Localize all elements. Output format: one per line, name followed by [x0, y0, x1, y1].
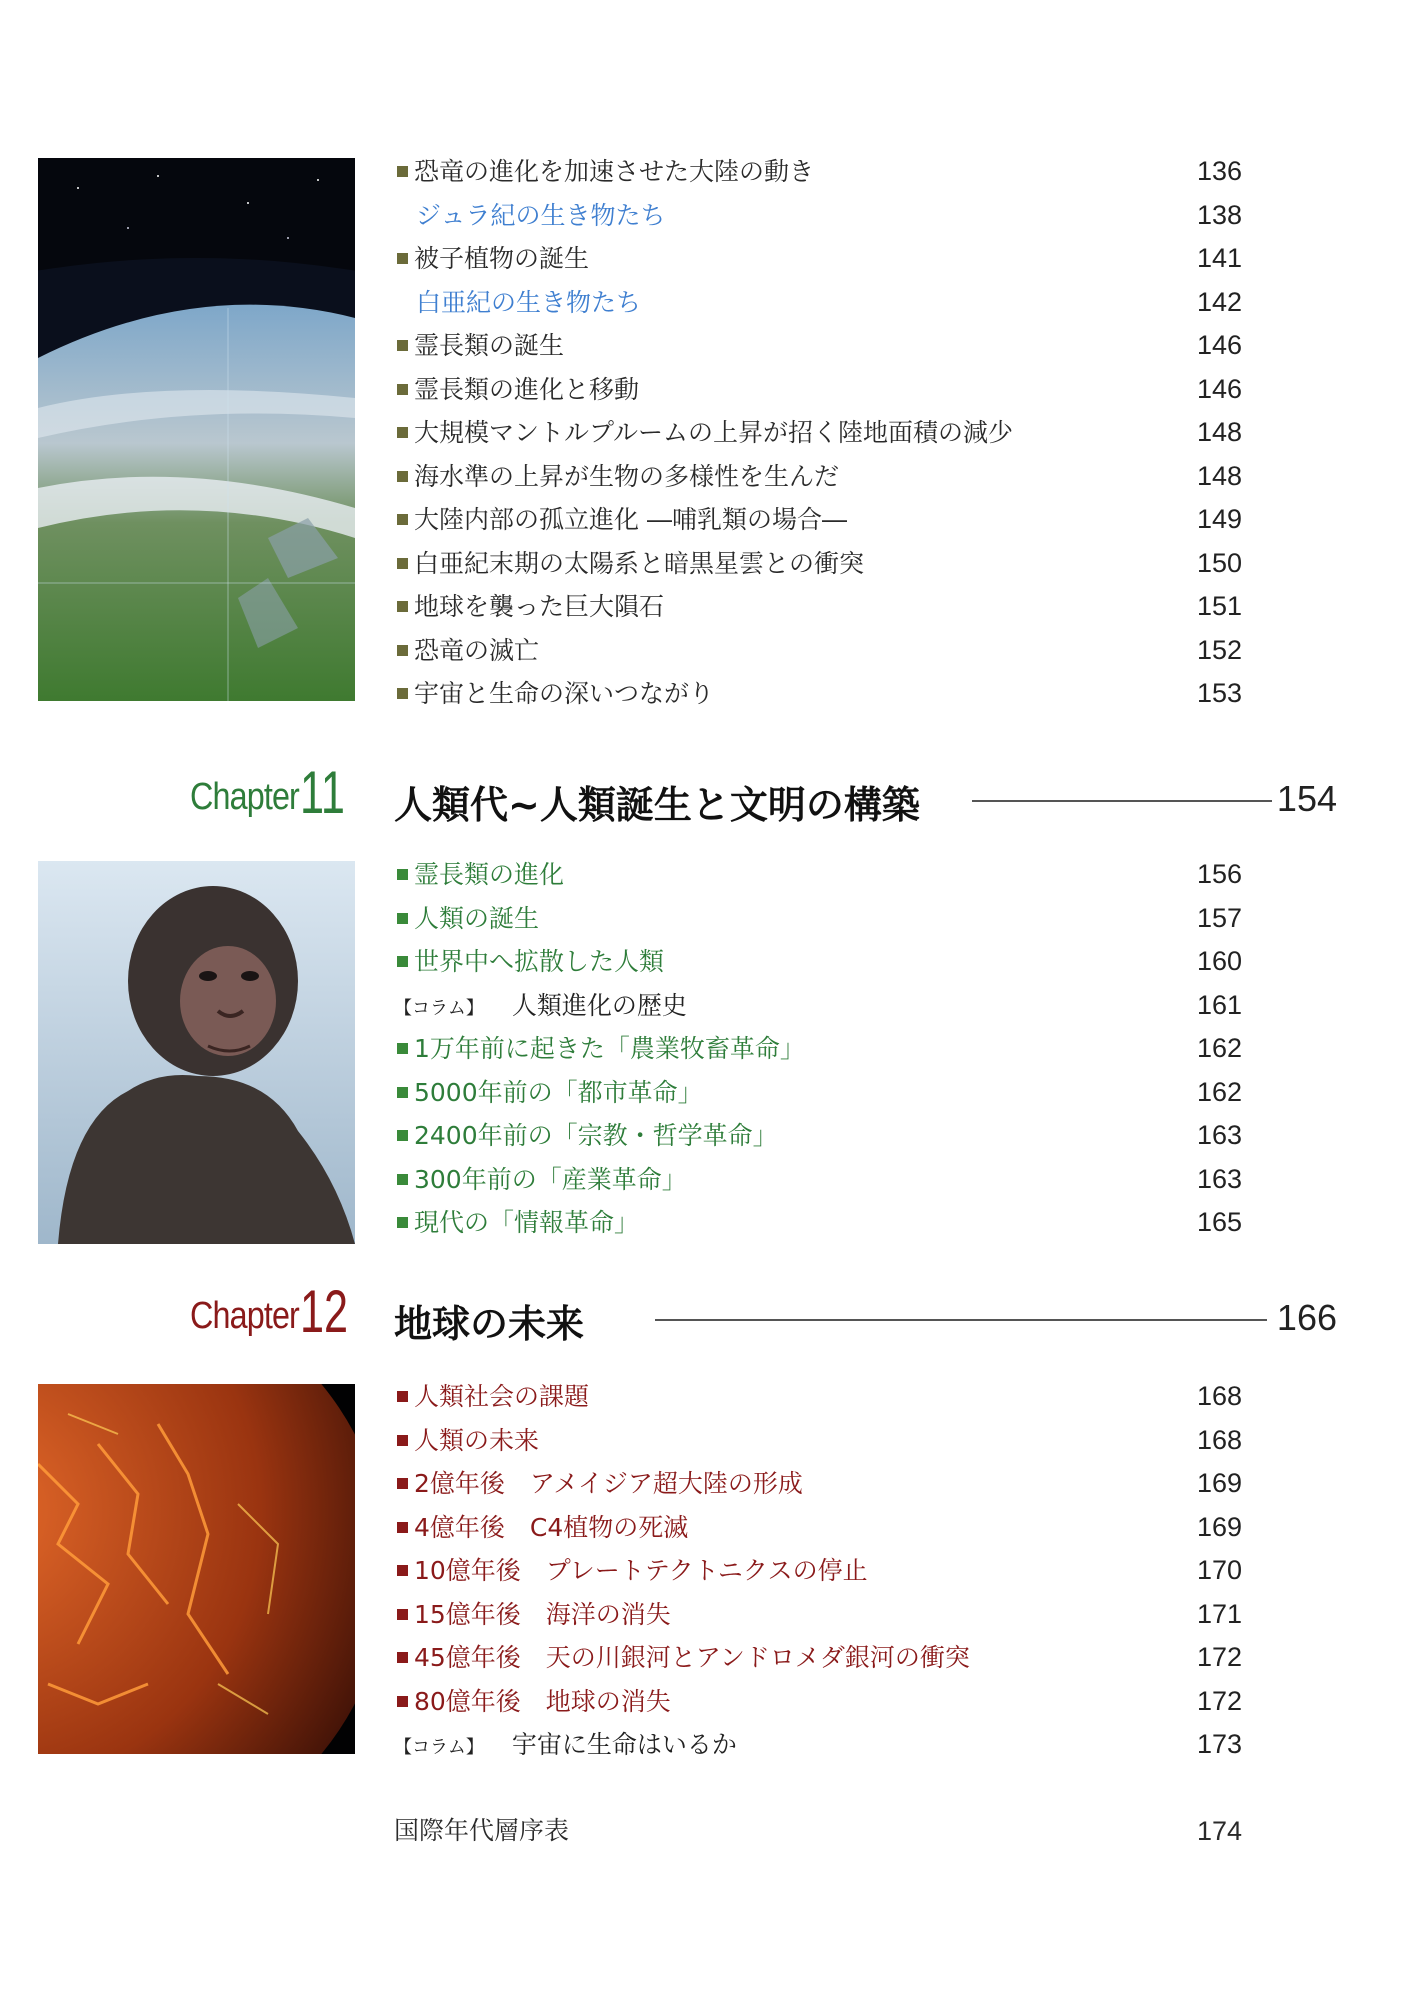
- toc-entry-label: 5000年前の「都市革命」: [414, 1077, 703, 1107]
- toc-entry-label: 霊長類の進化と移動: [414, 374, 640, 404]
- chapter12-word: Chapter: [190, 1295, 299, 1337]
- square-bullet-icon: [397, 166, 408, 177]
- square-bullet-icon: [397, 1087, 408, 1098]
- toc-entry[interactable]: [394, 1158, 1242, 1202]
- chapter11-word: Chapter: [190, 776, 299, 818]
- toc-entry-page: 146: [1196, 330, 1242, 360]
- toc-entry[interactable]: [394, 368, 1242, 412]
- square-bullet-icon: [397, 1174, 408, 1185]
- toc-entry-page: 163: [1196, 1163, 1242, 1194]
- toc-entry-page: 171: [1196, 1598, 1242, 1629]
- toc-entry[interactable]: [394, 1680, 1242, 1724]
- square-bullet-icon: [397, 1391, 408, 1402]
- toc-entry-label: 大陸内部の孤立進化 ―哺乳類の場合―: [414, 505, 847, 534]
- toc-entry-label: 45億年後 天の川銀河とアンドロメダ銀河の衝突: [414, 1643, 970, 1672]
- square-bullet-icon: [397, 558, 408, 569]
- column-tag: 【コラム】: [394, 997, 484, 1019]
- square-bullet-icon: [397, 869, 408, 880]
- earth-orbit-illustration: [38, 158, 355, 701]
- chapter11-header: [0, 759, 1417, 838]
- appendix-page: 174: [1196, 1816, 1242, 1846]
- toc-entry-label: 世界中へ拡散した人類: [414, 947, 665, 976]
- square-bullet-icon: [397, 601, 408, 612]
- toc-entry-page: 168: [1196, 1381, 1242, 1411]
- toc-entry[interactable]: [394, 455, 1242, 499]
- toc-entry[interactable]: [394, 672, 1242, 716]
- chapter12-list: [394, 1375, 1242, 1767]
- toc-entry[interactable]: [394, 1462, 1242, 1506]
- toc-entry-page: 161: [1196, 989, 1242, 1020]
- toc-entry-label: 被子植物の誕生: [414, 244, 590, 273]
- toc-entry-label: 海水準の上昇が生物の多様性を生んだ: [414, 461, 840, 491]
- toc-entry-page: 148: [1196, 460, 1242, 491]
- toc-entry[interactable]: [394, 281, 1242, 325]
- toc-entry[interactable]: [394, 150, 1242, 194]
- toc-entry-page: 165: [1196, 1207, 1242, 1237]
- appendix-label: 国際年代層序表: [394, 1816, 570, 1845]
- toc-entry-page: 150: [1196, 547, 1242, 578]
- toc-entry[interactable]: [394, 1027, 1242, 1071]
- toc-entry-label: 白亜紀末期の太陽系と暗黒星雲との衝突: [414, 548, 865, 578]
- toc-entry[interactable]: [394, 1593, 1242, 1637]
- square-bullet-icon: [397, 1696, 408, 1707]
- square-bullet-icon: [397, 1522, 408, 1533]
- toc-entry-label: 4億年後 C4植物の死滅: [414, 1512, 689, 1542]
- toc-entry-page: 163: [1196, 1120, 1242, 1150]
- toc-entry[interactable]: [394, 1071, 1242, 1115]
- toc-entry-page: 172: [1196, 1685, 1242, 1716]
- chapter11-number: 11: [300, 759, 345, 826]
- square-bullet-icon: [397, 1652, 408, 1663]
- primate-illustration: [38, 861, 355, 1244]
- toc-entry[interactable]: [394, 1549, 1242, 1593]
- toc-entry[interactable]: [394, 1636, 1242, 1680]
- toc-entry[interactable]: [394, 940, 1242, 984]
- toc-entry[interactable]: [394, 629, 1242, 673]
- toc-entry-label: 白亜紀の生き物たち: [416, 287, 642, 317]
- toc-entry-page: 170: [1196, 1555, 1242, 1585]
- toc-entry-page: 136: [1196, 156, 1242, 186]
- chapter11-page: 154: [1276, 778, 1337, 819]
- toc-entry-page: 162: [1196, 1076, 1242, 1107]
- toc-entry[interactable]: [394, 498, 1242, 542]
- chapter12-title: 地球の未来: [394, 1302, 585, 1346]
- toc-entry-page: 172: [1196, 1642, 1242, 1672]
- appendix-row[interactable]: [394, 1809, 1242, 1853]
- toc-entry[interactable]: [394, 194, 1242, 238]
- toc-entry-label: 80億年後 地球の消失: [414, 1686, 671, 1716]
- toc-entry-label: 大規模マントルプルームの上昇が招く陸地面積の減少: [414, 418, 1014, 447]
- square-bullet-icon: [397, 1217, 408, 1228]
- toc-entry-label: 現代の「情報革命」: [414, 1208, 640, 1237]
- toc-entry[interactable]: [394, 1114, 1242, 1158]
- toc-entry-label: 霊長類の誕生: [414, 331, 565, 360]
- toc-entry[interactable]: [394, 542, 1242, 586]
- square-bullet-icon: [397, 913, 408, 924]
- chapter12-rule: [655, 1319, 1267, 1321]
- toc-entry-page: 149: [1196, 504, 1242, 534]
- toc-entry-label: 1万年前に起きた「農業牧畜革命」: [414, 1034, 805, 1063]
- toc-entry-label: 地球を襲った巨大隕石: [414, 592, 665, 621]
- toc-entry-page: 160: [1196, 946, 1242, 976]
- toc-entry-label: 人類の未来: [414, 1425, 540, 1455]
- toc-entry-label: 霊長類の進化: [414, 860, 565, 889]
- toc-entry[interactable]: [394, 984, 1242, 1028]
- toc-entry-page: 142: [1196, 286, 1242, 317]
- toc-entry-page: 141: [1196, 243, 1242, 273]
- square-bullet-icon: [397, 384, 408, 395]
- toc-entry-page: 162: [1196, 1033, 1242, 1063]
- toc-entry[interactable]: [394, 1723, 1242, 1767]
- toc-entry-label: 人類進化の歴史: [511, 990, 687, 1020]
- toc-entry-label: 15億年後 海洋の消失: [414, 1599, 671, 1629]
- square-bullet-icon: [397, 956, 408, 967]
- toc-entry[interactable]: [394, 324, 1242, 368]
- toc-entry-label: 恐竜の進化を加速させた大陸の動き: [414, 157, 815, 186]
- toc-entry-page: 169: [1196, 1468, 1242, 1498]
- column-tag: 【コラム】: [394, 1737, 484, 1758]
- toc-entry-page: 156: [1196, 859, 1242, 889]
- toc-entry[interactable]: [394, 1506, 1242, 1550]
- toc-entry[interactable]: [394, 237, 1242, 281]
- toc-entry-page: 152: [1196, 634, 1242, 665]
- toc-entry-page: 168: [1196, 1424, 1242, 1455]
- square-bullet-icon: [397, 514, 408, 525]
- chapter12-page: 166: [1276, 1297, 1337, 1338]
- toc-entry-label: ジュラ紀の生き物たち: [416, 200, 666, 230]
- toc-entry-page: 169: [1196, 1511, 1242, 1542]
- toc-entry-label: 人類社会の課題: [414, 1382, 590, 1411]
- square-bullet-icon: [397, 1130, 408, 1141]
- chapter11-rule: [972, 800, 1272, 802]
- toc-entry[interactable]: [394, 585, 1242, 629]
- toc-entry-label: 2400年前の「宗教・哲学革命」: [414, 1121, 778, 1150]
- toc-entry[interactable]: [394, 1201, 1242, 1245]
- molten-planet-illustration: [38, 1384, 355, 1754]
- toc-entry-label: 恐竜の滅亡: [414, 635, 540, 665]
- square-bullet-icon: [397, 688, 408, 699]
- toc-entry-label: 2億年後 アメイジア超大陸の形成: [414, 1469, 803, 1498]
- square-bullet-icon: [397, 1565, 408, 1576]
- chapter12-header: [0, 1278, 1417, 1357]
- toc-entry-label: 人類の誕生: [414, 903, 540, 933]
- toc-entry-page: 148: [1196, 417, 1242, 447]
- toc-entry-page: 151: [1196, 591, 1242, 621]
- square-bullet-icon: [397, 427, 408, 438]
- toc-entry[interactable]: [394, 897, 1242, 941]
- toc-entry[interactable]: [394, 853, 1242, 897]
- square-bullet-icon: [397, 1478, 408, 1489]
- square-bullet-icon: [397, 253, 408, 264]
- toc-entry-label: 宇宙と生命の深いつながり: [414, 679, 715, 708]
- square-bullet-icon: [397, 1609, 408, 1620]
- toc-entry-page: 157: [1196, 902, 1242, 933]
- square-bullet-icon: [397, 340, 408, 351]
- square-bullet-icon: [397, 471, 408, 482]
- chapter11-list: [394, 853, 1242, 1245]
- chapter12-number: 12: [300, 1278, 349, 1345]
- toc-entry[interactable]: [394, 1419, 1242, 1463]
- toc-entry-page: 146: [1196, 373, 1242, 404]
- toc-entry-page: 153: [1196, 678, 1242, 708]
- toc-entry-page: 138: [1196, 199, 1242, 230]
- toc-entry-label: 宇宙に生命はいるか: [511, 1730, 737, 1759]
- toc-entry[interactable]: [394, 1375, 1242, 1419]
- toc-entry[interactable]: [394, 411, 1242, 455]
- section10-list: [394, 150, 1242, 716]
- toc-entry-label: 300年前の「産業革命」: [414, 1164, 687, 1194]
- toc-entry-label: 10億年後 プレートテクトニクスの停止: [414, 1556, 868, 1585]
- toc-entry-page: 173: [1196, 1729, 1242, 1759]
- chapter11-title: 人類代~人類誕生と文明の構築: [394, 783, 920, 827]
- square-bullet-icon: [397, 645, 408, 656]
- square-bullet-icon: [397, 1043, 408, 1054]
- square-bullet-icon: [397, 1435, 408, 1446]
